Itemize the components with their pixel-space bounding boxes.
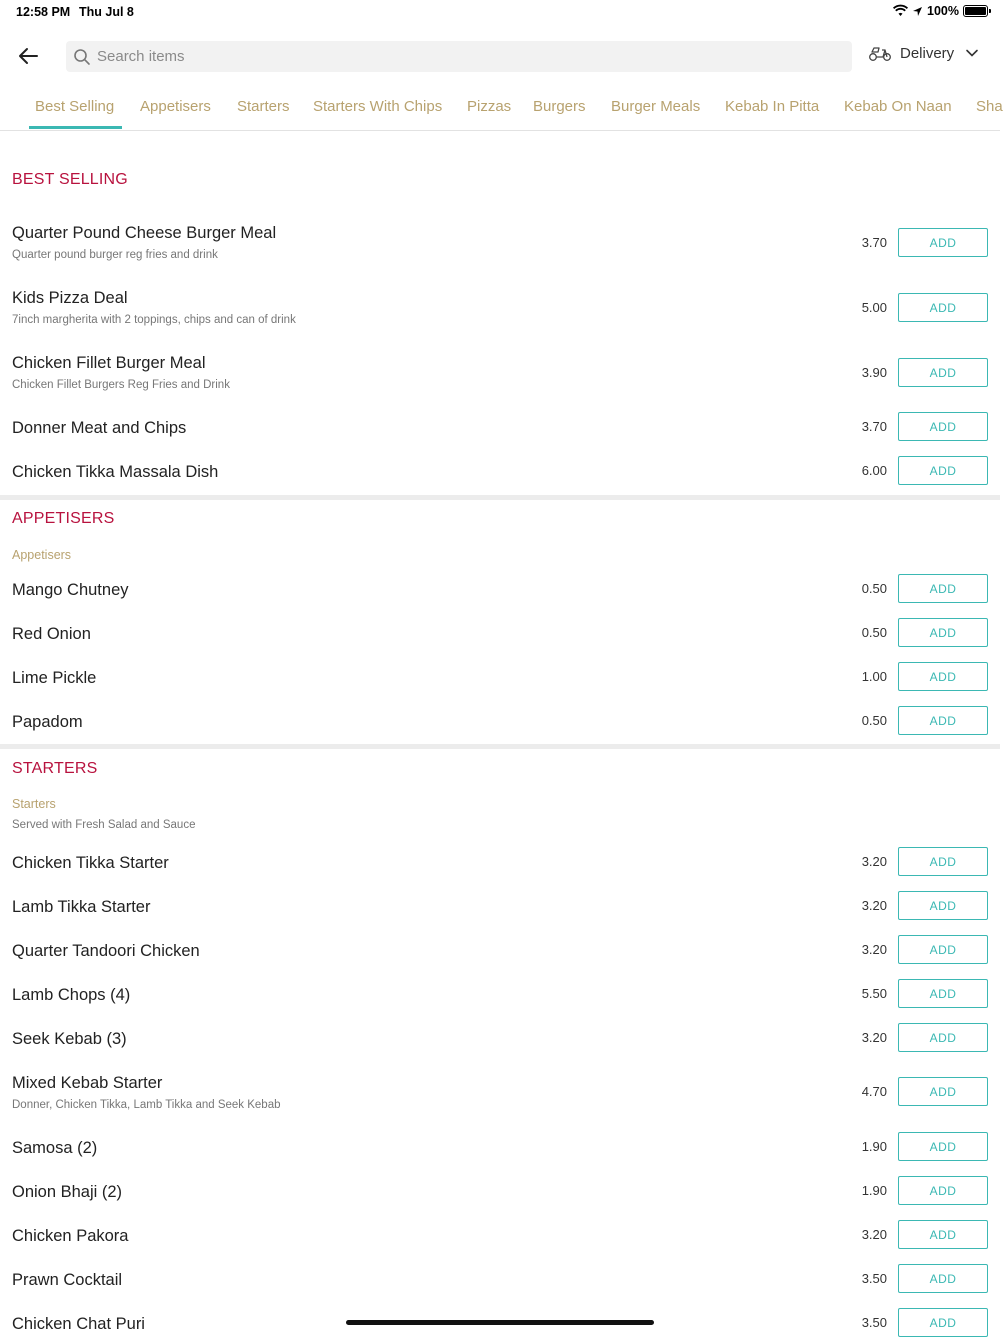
item-price: 3.20 — [861, 1030, 887, 1045]
item-name: Onion Bhaji (2) — [12, 1183, 123, 1201]
section-subtitle: Appetisers — [12, 548, 72, 562]
item-name: Lamb Tikka Starter — [12, 898, 151, 916]
tab-pizzas[interactable]: Pizzas — [467, 98, 512, 115]
item-price: 3.20 — [861, 1227, 887, 1242]
item-description: Quarter pound burger reg fries and drink — [12, 249, 218, 261]
item-name: Lime Pickle — [12, 669, 97, 687]
add-button[interactable]: ADD — [898, 293, 988, 322]
add-button[interactable]: ADD — [898, 706, 988, 735]
item-description: Donner, Chicken Tikka, Lamb Tikka and Seek Kebab — [12, 1099, 281, 1111]
status-indicators — [893, 4, 988, 18]
item-name: Donner Meat and Chips — [12, 419, 187, 437]
top-bar — [0, 38, 1000, 74]
item-name: Samosa (2) — [12, 1139, 98, 1157]
item-description: 7inch margherita with 2 toppings, chips and can of drink — [12, 314, 296, 326]
add-button[interactable]: ADD — [898, 1308, 988, 1337]
add-button[interactable]: ADD — [898, 1264, 988, 1293]
add-button[interactable]: ADD — [898, 574, 988, 603]
search-bar[interactable] — [66, 41, 852, 72]
item-name: Kids Pizza Deal — [12, 289, 128, 307]
section-divider — [0, 495, 1000, 500]
item-price: 1.00 — [861, 669, 887, 684]
item-name: Seek Kebab (3) — [12, 1030, 127, 1048]
location-icon — [912, 6, 923, 17]
tab-starters[interactable]: Starters — [237, 98, 290, 115]
add-button[interactable]: ADD — [898, 618, 988, 647]
item-name: Chicken Fillet Burger Meal — [12, 354, 206, 372]
tab-appetisers[interactable]: Appetisers — [140, 98, 211, 115]
tab-sha[interactable]: Sha — [976, 98, 1003, 115]
tab-burger-meals[interactable]: Burger Meals — [611, 98, 701, 115]
item-name: Chicken Chat Puri — [12, 1315, 145, 1333]
item-price: 1.90 — [861, 1139, 887, 1154]
item-name: Lamb Chops (4) — [12, 986, 131, 1004]
item-name: Mixed Kebab Starter — [12, 1074, 163, 1092]
item-price: 3.20 — [861, 942, 887, 957]
status-date: Thu Jul 8 — [79, 5, 134, 19]
item-price: 0.50 — [861, 713, 887, 728]
add-button[interactable]: ADD — [898, 358, 988, 387]
item-name: Prawn Cocktail — [12, 1271, 123, 1289]
status-bar — [0, 0, 1000, 24]
wifi-icon — [893, 5, 908, 17]
item-name: Chicken Pakora — [12, 1227, 129, 1245]
search-input[interactable] — [97, 48, 797, 65]
item-name: Mango Chutney — [12, 581, 129, 599]
add-button[interactable]: ADD — [898, 1077, 988, 1106]
item-name: Quarter Pound Cheese Burger Meal — [12, 224, 277, 242]
delivery-label: Delivery — [900, 44, 955, 62]
add-button[interactable]: ADD — [898, 1023, 988, 1052]
item-price: 5.50 — [861, 986, 887, 1001]
delivery-selector[interactable] — [868, 44, 978, 62]
item-price: 1.90 — [861, 1183, 887, 1198]
add-button[interactable]: ADD — [898, 847, 988, 876]
item-name: Chicken Tikka Massala Dish — [12, 463, 219, 481]
section-title-starters: STARTERS — [12, 760, 98, 777]
item-price: 3.70 — [861, 235, 887, 250]
add-button[interactable]: ADD — [898, 891, 988, 920]
tab-kebab-on-naan[interactable]: Kebab On Naan — [844, 98, 952, 115]
add-button[interactable]: ADD — [898, 412, 988, 441]
battery-icon — [963, 5, 988, 17]
search-icon — [73, 48, 91, 66]
add-button[interactable]: ADD — [898, 456, 988, 485]
item-description: Chicken Fillet Burgers Reg Fries and Drink — [12, 379, 230, 391]
scooter-icon — [868, 44, 892, 62]
item-price: 5.00 — [861, 300, 887, 315]
section-subtitle: Starters — [12, 797, 56, 811]
section-divider — [0, 744, 1000, 749]
item-price: 0.50 — [861, 581, 887, 596]
item-price: 6.00 — [861, 463, 887, 478]
tab-burgers[interactable]: Burgers — [533, 98, 586, 115]
category-tabs — [0, 94, 1003, 131]
item-name: Chicken Tikka Starter — [12, 854, 169, 872]
item-price: 3.70 — [861, 419, 887, 434]
section-note: Served with Fresh Salad and Sauce — [12, 819, 196, 831]
status-time: 12:58 PM — [16, 5, 71, 19]
item-price: 3.20 — [861, 854, 887, 869]
add-button[interactable]: ADD — [898, 1220, 988, 1249]
item-price: 3.50 — [861, 1271, 887, 1286]
back-button[interactable] — [14, 42, 44, 72]
add-button[interactable]: ADD — [898, 979, 988, 1008]
item-price: 0.50 — [861, 625, 887, 640]
item-price: 3.90 — [861, 365, 887, 380]
section-title-appetisers: APPETISERS — [12, 510, 115, 527]
add-button[interactable]: ADD — [898, 1176, 988, 1205]
back-arrow-icon — [14, 42, 44, 72]
tab-best-selling[interactable]: Best Selling — [35, 98, 115, 115]
item-name: Papadom — [12, 713, 83, 731]
add-button[interactable]: ADD — [898, 1132, 988, 1161]
home-indicator[interactable] — [346, 1320, 654, 1325]
battery-percent: 100% — [927, 4, 959, 18]
item-name: Red Onion — [12, 625, 91, 643]
item-price: 4.70 — [861, 1084, 887, 1099]
tab-kebab-in-pitta[interactable]: Kebab In Pitta — [725, 98, 820, 115]
add-button[interactable]: ADD — [898, 662, 988, 691]
item-price: 3.50 — [861, 1315, 887, 1330]
chevron-down-icon — [966, 49, 978, 57]
add-button[interactable]: ADD — [898, 935, 988, 964]
tab-starters-with-chips[interactable]: Starters With Chips — [313, 98, 443, 115]
item-name: Quarter Tandoori Chicken — [12, 942, 200, 960]
add-button[interactable]: ADD — [898, 228, 988, 257]
section-title-best-selling: BEST SELLING — [12, 171, 128, 188]
active-tab-indicator — [29, 126, 122, 129]
item-price: 3.20 — [861, 898, 887, 913]
